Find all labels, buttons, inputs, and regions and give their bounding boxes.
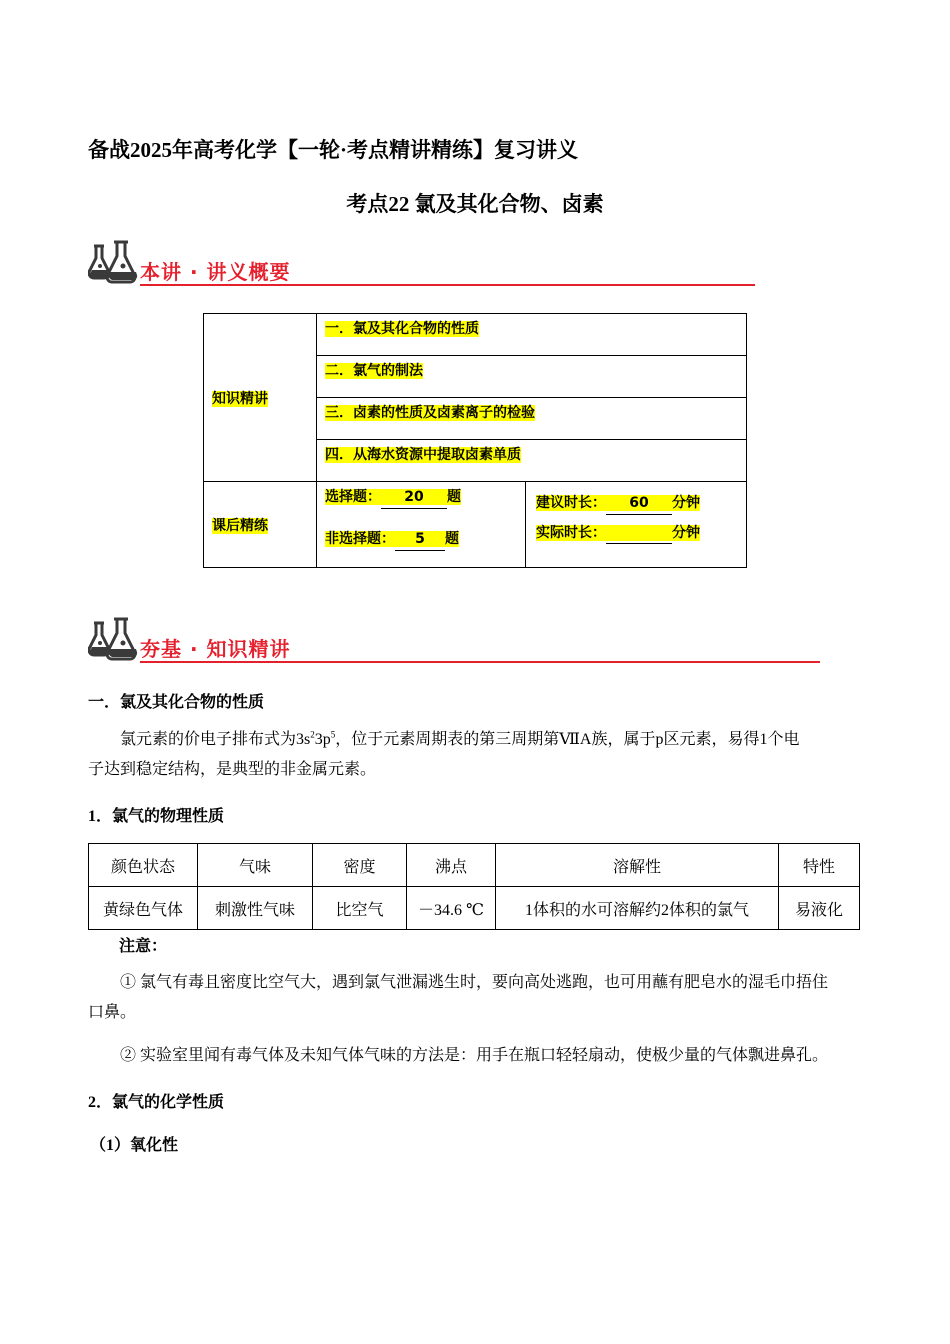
section-title-knowledge: 夯基 · 知识精讲 [140, 637, 291, 661]
intro-paragraph [88, 725, 868, 785]
flask-icon [88, 617, 138, 661]
suggest-label: 建议时长： [536, 495, 606, 511]
intro-line-2: 子达到稳定结构，是典型的非金属元素。 [88, 761, 377, 778]
label-knowledge: 知识精讲 [212, 390, 268, 407]
table-cell: －34.6 ℃ [407, 887, 496, 930]
nonchoice-line [325, 528, 525, 551]
physical-properties-table [88, 843, 860, 930]
actual-label: 实际时长： [536, 525, 606, 541]
section-divider [140, 284, 755, 286]
actual-value [606, 525, 672, 544]
choice-count: 20 [381, 486, 447, 509]
table-header-cell: 颜色状态 [89, 844, 198, 887]
exercise-count-cell [317, 482, 526, 568]
document-title: 备战2025年高考化学【一轮·考点精讲精练】复习讲义 [88, 138, 579, 162]
section-title-overview: 本讲 · 讲义概要 [140, 260, 291, 284]
topic-item: 三．卤素的性质及卤素离子的检验 [325, 405, 535, 421]
suggest-unit: 分钟 [672, 495, 700, 511]
note-1-line-1: ① 氯气有毒且密度比空气大，遇到氯气泄漏逃生时，要向高处逃跑，也可用蘸有肥皂水的湿毛巾捂住 [120, 974, 829, 991]
choice-line [325, 486, 525, 528]
table-cell: 易液化 [779, 887, 860, 930]
topic-cell [317, 314, 747, 356]
intro-line-1 [88, 725, 868, 755]
note-label: 注意： [119, 938, 168, 955]
topic-cell [317, 440, 747, 482]
table-cell: 刺激性气味 [198, 887, 313, 930]
choice-label: 选择题： [325, 489, 381, 505]
table-header-cell: 沸点 [407, 844, 496, 887]
overview-row-label [204, 482, 317, 568]
topic-cell [317, 398, 747, 440]
topic-item: 一．氯及其化合物的性质 [325, 321, 479, 337]
section-header-knowledge [88, 617, 828, 667]
topic-item: 二．氯气的制法 [325, 363, 423, 379]
suggest-line [536, 492, 746, 522]
table-cell: 比空气 [313, 887, 407, 930]
table-header-cell: 特性 [779, 844, 860, 887]
heading-physical: 1．氯气的物理性质 [88, 808, 225, 825]
superscript: 2 [310, 729, 315, 740]
heading-oxidation: （1）氧化性 [90, 1137, 179, 1154]
flask-icon [88, 240, 138, 284]
note-1-line-2: 口鼻。 [88, 1004, 137, 1021]
intro-text: 3p [314, 731, 331, 748]
nonchoice-unit: 题 [445, 531, 459, 547]
nonchoice-count: 5 [395, 528, 445, 551]
table-header-cell: 密度 [313, 844, 407, 887]
heading-chemical: 2．氯气的化学性质 [88, 1094, 225, 1111]
table-header-cell: 溶解性 [496, 844, 779, 887]
overview-table [203, 313, 747, 568]
nonchoice-label: 非选择题： [325, 531, 395, 547]
overview-row-label [204, 314, 317, 482]
heading-1: 一．氯及其化合物的性质 [88, 694, 265, 711]
superscript: 5 [330, 729, 336, 740]
actual-line [536, 522, 746, 544]
choice-unit: 题 [447, 489, 461, 505]
section-header-overview [88, 240, 758, 290]
section-divider [140, 661, 820, 663]
table-header-row [89, 844, 860, 887]
table-cell: 1体积的水可溶解约2体积的氯气 [496, 887, 779, 930]
actual-unit: 分钟 [672, 525, 700, 541]
duration-cell [526, 482, 747, 568]
suggest-value: 60 [606, 492, 672, 515]
note-2: ② 实验室里闻有毒气体及未知气体气味的方法是：用手在瓶口轻轻扇动，使极少量的气体飘进鼻孔。 [120, 1047, 829, 1064]
topic-cell [317, 356, 747, 398]
subtitle-text: 考点22 氯及其化合物、卤素 [346, 192, 604, 216]
label-practice: 课后精练 [212, 517, 268, 534]
document-subtitle [0, 188, 950, 218]
intro-text: 氯元素的价电子排布式为3s [120, 731, 311, 748]
note-1 [88, 968, 868, 1028]
topic-item: 四．从海水资源中提取卤素单质 [325, 447, 521, 463]
table-cell: 黄绿色气体 [89, 887, 198, 930]
table-row [89, 887, 860, 930]
intro-text: ，位于元素周期表的第三周期第ⅦA族，属于p区元素，易得1个电 [335, 731, 800, 748]
table-header-cell: 气味 [198, 844, 313, 887]
